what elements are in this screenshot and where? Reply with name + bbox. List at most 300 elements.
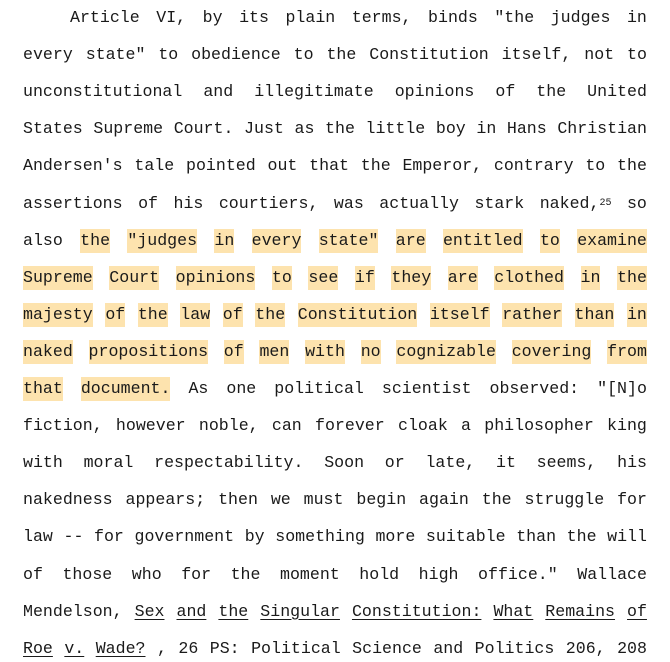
highlighted-word [577,229,647,253]
word-text: the [617,156,647,176]
word-text: forever [315,416,385,436]
text-line [23,340,647,364]
text-line [70,6,647,30]
word [219,192,319,216]
word-text: so [626,193,647,213]
highlighted-word [81,377,171,401]
word-text: to [585,156,606,176]
word-text: Hans [506,119,547,139]
highlighted-word [23,340,73,364]
word-text: majesty [23,304,93,324]
text-line [23,303,647,327]
underlined-word [260,600,340,624]
word-text: scientist [381,379,472,398]
word-text: can [271,416,302,436]
word [251,637,341,661]
word-text: observed: [489,379,580,398]
text-line [23,80,647,104]
word [484,414,594,438]
underlined-word [545,600,615,624]
word-text: his [173,193,204,213]
word-text: 26 [178,638,199,658]
highlighted-word [259,340,289,364]
word [126,488,206,512]
word [23,525,53,549]
word-text: Constitution: [351,601,482,621]
text-line [23,525,647,549]
word-text: clothed [494,267,564,287]
highlighted-word [272,266,292,290]
word-text: assertions [23,193,123,213]
word [577,563,647,587]
word [587,80,647,104]
word-text: law [180,304,211,324]
word-text: naked [23,341,73,361]
word-text: from [607,341,647,361]
word [156,6,186,30]
word [173,192,203,216]
word [478,563,558,587]
highlighted-word [176,266,256,290]
word [375,525,415,549]
highlighted-word [355,266,375,290]
word-text: in [214,230,235,250]
word-text: As [188,379,209,398]
word-text: Andersen's [23,156,123,176]
word [425,451,475,475]
highlighted-word [23,377,63,401]
word-text: are [447,267,478,287]
word-text: 208 [617,638,647,658]
word-text: with [305,341,345,361]
word-text: by [202,8,223,27]
word [627,192,647,216]
word-text: little [365,119,426,139]
word-text: something [275,527,365,547]
word [566,637,606,661]
word-text: contrary [493,156,574,176]
text-line [23,563,647,587]
word-text: respectability. [154,453,304,473]
word-text: Political [251,638,341,658]
word-text: obedience [191,45,281,65]
word [525,488,605,512]
word-text: plain [285,8,336,27]
word-text: Article [70,8,140,27]
word [93,117,163,141]
highlighted-word [305,340,345,364]
word-text: courtiers, [218,193,319,213]
word [23,414,103,438]
word-text: noble, [198,416,259,436]
word [461,414,471,438]
word-text: then [218,490,258,510]
word [325,117,355,141]
word-text: must [303,490,344,510]
underlined-word [64,637,84,661]
word [191,43,281,67]
word-text: for [181,564,212,584]
highlighted-word [127,229,197,253]
word [627,6,647,30]
word-text: of [223,341,244,361]
word-text: to [158,45,179,65]
word [540,192,612,216]
underlined-word [96,637,146,661]
word [275,525,365,549]
word-text: , [156,638,167,658]
word-text: Politics [474,638,555,658]
word [567,525,597,549]
underlined-word [218,600,248,624]
word-text: office." [478,564,558,584]
word-text: with [23,453,63,473]
word-text: if [354,267,375,287]
word [326,43,356,67]
word [23,43,73,67]
word [398,414,448,438]
word-text: itself, [501,45,572,65]
word-text: philosopher [484,416,594,436]
word-text: cognizable [396,341,496,361]
word-text: who [131,564,162,584]
word-text: VI, [156,8,187,27]
word-text: late, [425,453,476,473]
highlighted-word [396,340,496,364]
word [23,80,182,104]
word [23,229,63,253]
word [23,451,63,475]
word [254,80,374,104]
word-text: Science [352,638,422,658]
word [138,192,158,216]
word-text: the [80,230,111,250]
word-text: to [271,267,292,287]
word [295,117,315,141]
text-line [23,154,647,178]
word-text: and [433,638,464,658]
word-text: seems, [536,453,597,473]
word [132,563,162,587]
text-line [23,600,647,624]
word [135,525,235,549]
word-text: for [94,527,124,547]
word-text: Constitution [369,45,489,65]
word-text: the [617,267,647,287]
word-text: of [495,82,516,102]
word-text: in [476,119,497,139]
highlighted-word [430,303,490,327]
highlighted-word [540,229,560,253]
word-text: to [293,45,314,65]
word-text: we [270,490,291,510]
word [361,154,391,178]
highlighted-word [298,303,418,327]
word-text: Just [244,119,284,139]
text-line [23,192,647,216]
word [352,6,412,30]
word-text: unconstitutional [23,82,183,102]
word [218,488,258,512]
highlighted-word [607,340,647,364]
word-text: every [251,230,302,250]
word-text: no [360,341,381,361]
word [395,80,475,104]
highlighted-word [361,340,381,364]
word [436,117,466,141]
word-text: high [418,564,459,584]
word-text: in [580,267,601,287]
word-text: however [115,416,186,436]
word-text: -- [63,527,84,547]
word-text: political [274,379,364,398]
word-text: one [226,379,257,398]
highlighted-word [502,303,562,327]
word-text: to [539,230,560,250]
word [84,451,134,475]
word-text: Supreme [23,267,93,287]
word-text: Emperor, [402,156,483,176]
word [186,154,256,178]
word-text: judges [550,8,611,27]
word [557,117,647,141]
highlighted-word [391,266,431,290]
highlighted-word [575,303,615,327]
word-text: entitled [442,230,523,250]
word-text: the [137,304,168,324]
word [428,6,478,30]
word-text: and [176,601,207,621]
word [482,488,512,512]
word [272,414,302,438]
word-text: moral [83,453,134,473]
text-line [23,377,647,401]
word-text: that [309,156,349,176]
word-text: to [627,45,647,65]
highlighted-word [443,229,523,253]
word-text: king [607,416,647,436]
word-text: opinions [175,267,256,287]
word [382,377,472,401]
word-text: Constitution [297,304,418,324]
word [309,154,349,178]
word-text: covering [511,341,592,361]
word-text: Court [109,267,160,287]
underlined-word [177,600,207,624]
word [280,563,340,587]
word-text: Christian [557,119,647,139]
word [419,563,459,587]
word-text: opinions [394,82,475,102]
word-text: actually [379,193,459,213]
word [617,637,647,661]
word-text: his [617,453,647,473]
word-text: its [239,8,269,27]
word [94,525,124,549]
word [23,600,123,624]
word-text: Remains [545,601,616,621]
word [174,117,234,141]
text-line [23,229,647,253]
highlighted-word [109,266,159,290]
word-text: propositions [88,341,209,361]
word-text: struggle [524,490,605,510]
word-text: will [607,527,647,547]
word [379,192,459,216]
word-text: they [391,267,432,287]
word [627,43,647,67]
word [62,563,112,587]
word-text: state" [318,230,379,250]
word-text: "the [494,8,535,27]
word [324,451,364,475]
word-text: or [384,453,405,473]
highlighted-word [80,229,110,253]
word-text: of [105,304,126,324]
word-text: terms, [351,8,412,27]
word-text: illegitimate [254,82,374,102]
word-text: than [516,527,557,547]
word-text: Sex [134,601,165,621]
word-text: Wade? [95,638,146,658]
word-text: cloak [397,416,448,436]
word [226,377,256,401]
word [585,154,605,178]
word-text: v. [64,638,85,658]
word [158,43,178,67]
word-text: Roe [23,638,53,658]
word [315,414,385,438]
word [385,451,405,475]
word-text: that [23,379,63,398]
word-text: What [493,601,534,621]
word-text: begin [356,490,407,510]
word-text: Singular [260,601,340,621]
word-text: the [325,119,355,139]
word [70,6,140,30]
word-text: are [395,230,426,250]
word [402,154,482,178]
word [244,117,284,141]
word-text: States [23,119,83,139]
word-text: nakedness [23,490,113,510]
word-text: state" [85,45,146,65]
word-text: those [62,564,113,584]
word [356,488,406,512]
word [274,377,364,401]
word-text: of [23,564,43,584]
highlighted-word [319,229,379,253]
word-text: "[N]o [597,379,647,398]
word-text: law [23,527,53,547]
word-text: a [461,416,471,436]
highlighted-word [89,340,209,364]
word [495,80,515,104]
word-text: 206, [565,638,606,658]
word-text: PS: [209,638,240,658]
word-text: the [536,82,567,102]
word-text: of [627,601,647,621]
word [607,525,647,549]
word [494,6,534,30]
highlighted-word [617,266,647,290]
highlighted-word [308,266,338,290]
highlighted-word [252,229,302,253]
word-text: it [495,453,516,473]
word-text: men [259,341,290,361]
text-line [23,414,647,438]
word-text: Court. [173,119,234,139]
highlighted-word [23,303,93,327]
highlighted-word [494,266,564,290]
word [419,488,469,512]
word-text: naked, [539,193,600,213]
word-text: United [587,82,647,102]
word [181,563,211,587]
highlighted-word [138,303,168,327]
word [304,488,344,512]
highlighted-word [255,303,285,327]
word [23,192,123,216]
text-line [23,117,647,141]
footnote-marker[interactable]: 25 [599,197,612,209]
highlighted-word [224,340,244,364]
word-text: more [375,527,416,547]
word [239,6,269,30]
word-text: for [617,490,647,510]
word-text: "judges [127,230,198,250]
word-text: Soon [324,453,365,473]
word-text: the [255,304,286,324]
word [294,43,314,67]
word-text: in [626,8,647,27]
word-text: the [566,527,597,547]
word-text: boy [435,119,466,139]
word-text: the [326,45,357,65]
word-text: suitable [425,527,506,547]
word [617,488,647,512]
word [178,637,198,661]
text-line [23,637,647,661]
word-text: not [584,45,615,65]
word [203,80,233,104]
word [502,43,572,67]
word [490,377,580,401]
highlighted-word [214,229,234,253]
word-text: binds [428,8,478,27]
highlighted-word [448,266,478,290]
word [496,451,516,475]
word [352,637,422,661]
word [134,154,174,178]
word [369,43,489,67]
highlighted-word [105,303,125,327]
word-text: government [134,527,235,547]
underlined-word [493,600,533,624]
word [188,377,208,401]
word [475,637,555,661]
word [203,6,223,30]
underlined-word [135,600,165,624]
highlighted-word [180,303,210,327]
word [86,43,146,67]
word [23,117,83,141]
word-text: document. [80,379,171,398]
word [268,154,298,178]
word-text: rather [502,304,562,324]
text-line [23,43,647,67]
word-text: out [267,156,298,176]
